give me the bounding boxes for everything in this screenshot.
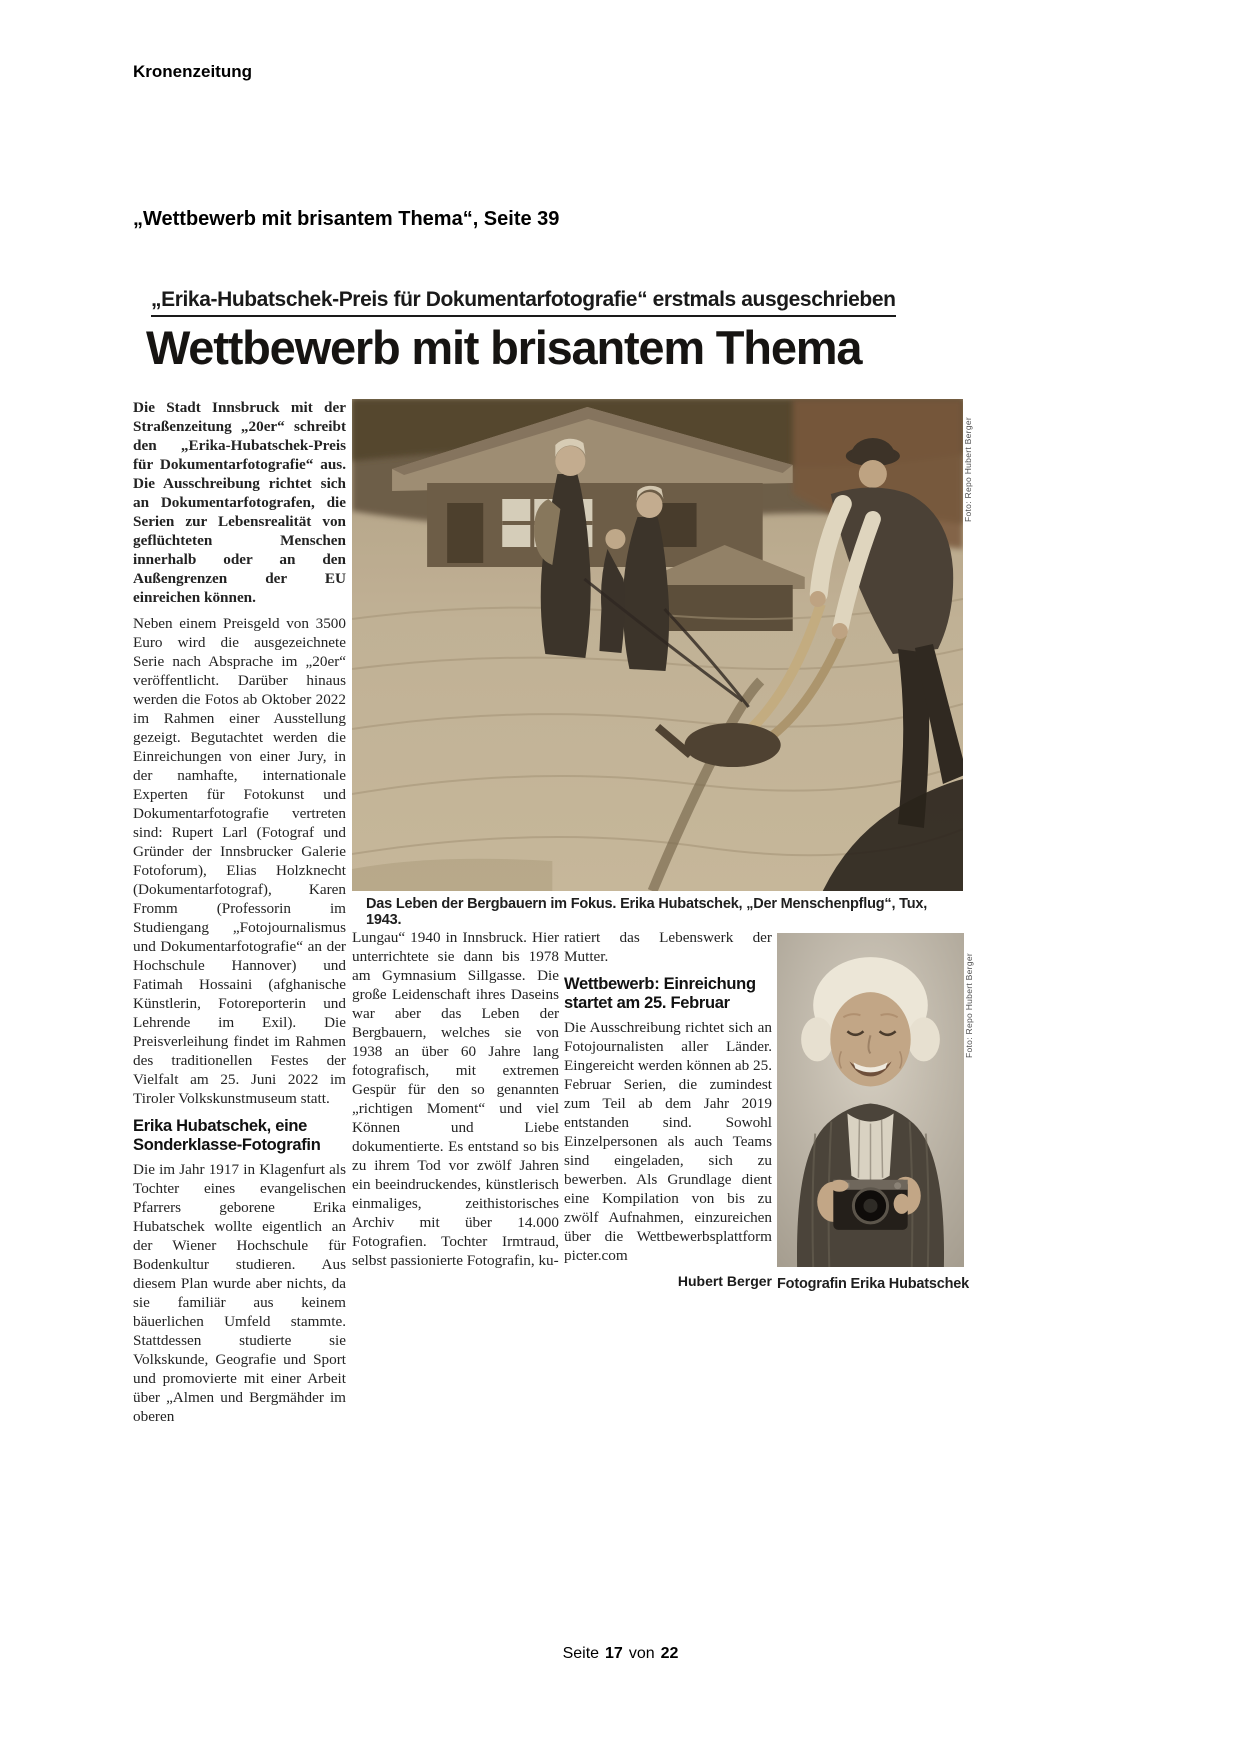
footer-current-page: 17	[605, 1645, 623, 1662]
article-paragraph: Die Ausschreibung richtet sich an Fotojournalisten aller Länder. Eingereicht werden können ab 25. Februar Serien, die zumindest zum Teil ab dem Jahr 2019 entstanden sind. Sowohl Einzelpersonen als auch Teams sind eingeladen, sich zu bewerben. Als Grundlage dient eine Kompilation von bis zu zwölf Aufnahmen, einzureichen über die Wettbewerbsplattform picter.com	[564, 1019, 772, 1264]
subhead-wettbewerb: Wettbewerb: Einreichung startet am 25. Februar	[564, 975, 756, 1012]
article-column-1	[133, 398, 346, 1433]
lead-paragraph: Die Stadt Innsbruck mit der Straßenzeitung „20er“ schreibt den „Erika-Hubatschek-Preis für Dokumentarfotografie“ aus. Die Ausschreibung richtet sich an Dokumentarfotografen, die Serien zur Lebensrealität von geflüchteten Menschen innerhalb oder an den Außengrenzen der EU einreichen können.	[133, 399, 346, 606]
article-paragraph: Lungau“ 1940 in Innsbruck. Hier unterrichtete sie dann bis 1978 am Gymnasium Sillgasse. Die große Leidenschaft ihres Daseins war aber das Leben der Bergbauern, welches sie von 1938 an über 60 Jahre lang fotografisch, mit extremen Gespür für den so genannten „richtigen Moment“ und viel Können und Liebe dokumentierte. Es entstand so bis zu ihrem Tod vor zwölf Jahren ein beeindruckendes, künstlerisch einmaliges, zeithistorisches Archiv mit über 14.000 Fotografien. Tochter Irmtraud, selbst passionierte Fotografin, ku-	[352, 929, 559, 1269]
subhead-sonderklasse: Erika Hubatschek, eine Sonderklasse-Fotografin	[133, 1117, 321, 1154]
portrait-photo-illustration	[777, 933, 964, 1267]
footer-total-pages: 22	[660, 1645, 679, 1662]
main-photo-caption: Das Leben der Bergbauern im Fokus. Erika Hubatschek, „Der Menschenpflug“, Tux, 1943.	[366, 896, 928, 928]
footer-page-label: Seite	[562, 1645, 600, 1662]
page-footer	[0, 1645, 1241, 1663]
author-byline: Hubert Berger	[677, 1273, 772, 1289]
article-headline: Wettbewerb mit brisantem Thema	[146, 321, 862, 374]
footer-of-label: von	[628, 1645, 655, 1662]
main-photo-menschenpflug	[352, 399, 963, 891]
article-paragraph: ratiert das Lebenswerk der Mutter.	[564, 929, 772, 965]
clipping-title: „Wettbewerb mit brisantem Thema“, Seite 39	[133, 208, 560, 230]
article-kicker: „Erika-Hubatschek-Preis für Dokumentarfotografie“ erstmals ausgeschrieben	[151, 288, 896, 317]
article-column-3	[564, 928, 772, 1291]
main-photo-illustration	[352, 399, 963, 891]
article-column-2	[352, 928, 559, 1277]
portrait-photo-caption: Fotografin Erika Hubatschek	[777, 1276, 969, 1292]
portrait-photo-erika-hubatschek	[777, 933, 964, 1267]
portrait-photo-credit: Foto: Repo Hubert Berger	[964, 953, 974, 1058]
article-paragraph: Die im Jahr 1917 in Klagenfurt als Tochter eines evangelischen Pfarrers geborene Erika Hubatschek wollte eigentlich an der Wiener Hochschule für Bodenkultur studieren. Aus diesem Plan wurde aber nichts, da sie familiär aus keinem bäuerlichen Umfeld stammte. Stattdessen studierte sie Volkskunde, Geografie und Sport und promovierte mit einer Arbeit über „Almen und Bergmähder im oberen	[133, 1161, 346, 1425]
newspaper-source-label: Kronenzeitung	[133, 62, 252, 81]
main-photo-credit: Foto: Repo Hubert Berger	[963, 417, 973, 522]
article-paragraph: Neben einem Preisgeld von 3500 Euro wird die ausgezeichnete Serie nach Absprache im „20er“ veröffentlicht. Darüber hinaus werden die Fotos ab Oktober 2022 im Rahmen einer Ausstellung gezeigt. Begutachtet werden die Einreichungen von einer Jury, in der namhafte, internationale Experten für Fotokunst und Dokumentarfotografie vertreten sind: Rupert Larl (Fotograf und Gründer der Innsbrucker Galerie Fotoforum), Elias Holzknecht (Dokumentarfotograf), Karen Fromm (Professorin im Studiengang „Fotojournalismus und Dokumentarfotografie“ an der Hochschule Hannover) und Fatimah Hossaini (afghanische Künstlerin, Fotoreporterin und Lehrende im Exil). Die Preisverleihung findet im Rahmen des traditionellen Festes der Vielfalt am 25. Juni 2022 im Tiroler Volkskunstmuseum statt.	[133, 615, 346, 1107]
